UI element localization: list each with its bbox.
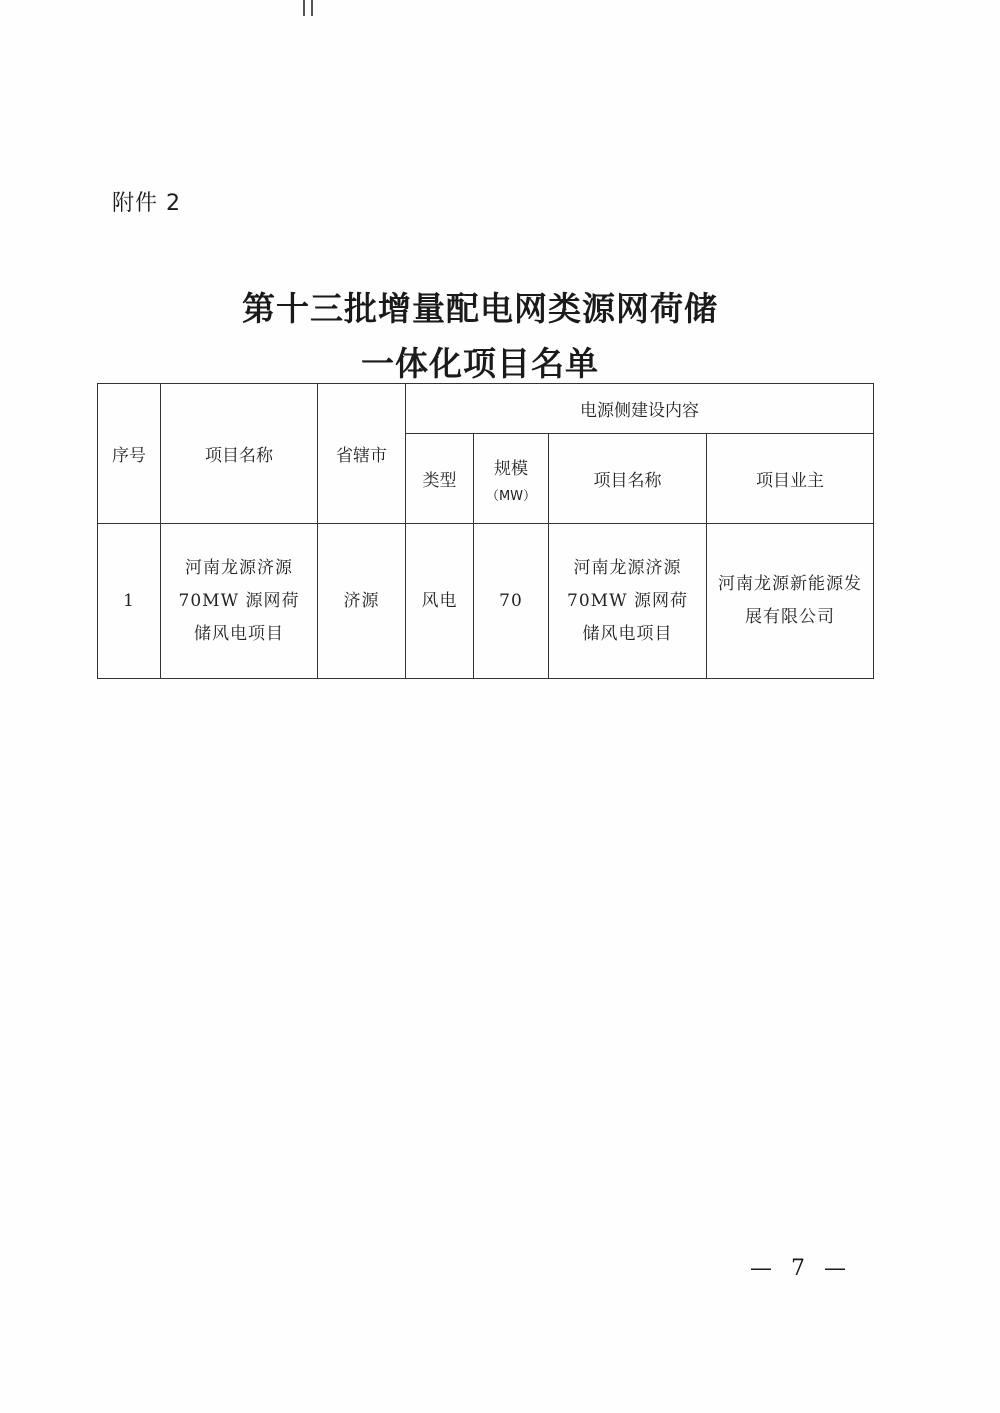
cell-type: 风电 [406, 524, 474, 679]
cell-power-project-name: 河南龙源济源70MW 源网荷储风电项目 [549, 524, 707, 679]
header-city: 省辖市 [318, 384, 406, 524]
cell-owner: 河南龙源新能源发展有限公司 [707, 524, 874, 679]
header-scale-label: 规模 [494, 458, 528, 479]
header-scale [474, 434, 549, 524]
cell-scale: 70 [474, 524, 549, 679]
header-seq: 序号 [98, 384, 161, 524]
header-type: 类型 [406, 434, 474, 524]
document-title-line2: 一体化项目名单 [361, 344, 599, 383]
header-project-name: 项目名称 [161, 384, 318, 524]
header-power-project-name: 项目名称 [549, 434, 707, 524]
table-row [98, 524, 874, 679]
project-list-table [97, 383, 874, 679]
page-number: — 7 — [750, 1256, 852, 1281]
attachment-label: 附件 2 [112, 191, 181, 216]
header-scale-unit: （MW） [485, 488, 537, 504]
header-power-side-group: 电源侧建设内容 [406, 384, 874, 434]
document-title-line1: 第十三批增量配电网类源网荷储 [242, 289, 718, 328]
cell-project-name: 河南龙源济源70MW 源网荷储风电项目 [161, 524, 318, 679]
cell-seq: 1 [98, 524, 161, 679]
binding-mark [301, 0, 315, 18]
cell-city: 济源 [318, 524, 406, 679]
header-owner: 项目业主 [707, 434, 874, 524]
